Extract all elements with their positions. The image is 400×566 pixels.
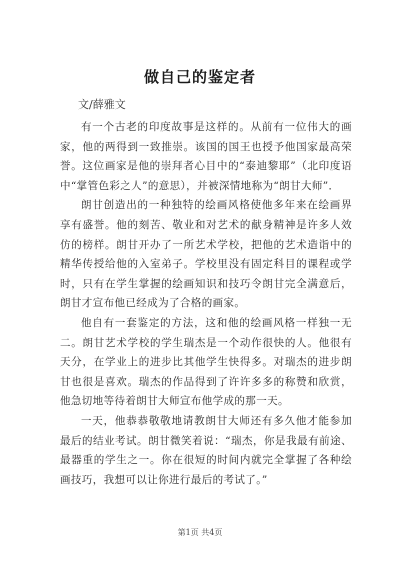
document-title: 做自己的鉴定者 [143, 68, 256, 86]
paragraph: 朗甘创造出的一种独特的绘画风格使他多年来在绘画界享有盛誉。他的刻苦、敬业和对艺术的献身精神是许多人效仿的榜样。朗甘开办了一所艺术学校，把他的艺术造诣中的精华传授给他的入室弟子。学校里没有固定科目的课程或学时，只有在学生掌握的绘画知识和技巧令朗甘完全满意后，朗甘才宣布他已经成为了合格的画家。 [60, 199, 352, 310]
article-body [60, 118, 352, 490]
paragraph: 他自有一套鉴定的方法，这和他的绘画风格一样独一无二。朗甘艺术学校的学生瑞杰是一个动作很快的人。他很有天分，在学业上的进步比其他学生快得多。对瑞杰的进步朗甘也很是喜欢。瑞杰的作品得到了许许多多的称赞和欣赏，他急切地等待着朗甘大师宣布他学成的那一天。 [60, 316, 352, 408]
page-footer: 第1页 共4页 [177, 528, 223, 537]
author-line: 文/薛雅文 [78, 98, 126, 111]
paragraph: 有一个古老的印度故事是这样的。从前有一位伟大的画家，他的两得到一致推崇。该国的国王也授予他国家最高荣誉。这位画家是他的崇拜者心目中的“泰迪黎耶”（北印度语中“掌管色彩之人”的意思），并被深情地称为“朗甘大师”． [60, 121, 352, 192]
paragraph: 一天，他恭恭敬敬地请教朗甘大师还有多久他才能参加最后的结业考试。朗甘微笑着说：“瑞杰，你是我最有前途、最器重的学生之一。你在很短的时间内就完全掌握了各种绘画技巧，我想可以让你进行最后的考试了。” [60, 414, 352, 486]
